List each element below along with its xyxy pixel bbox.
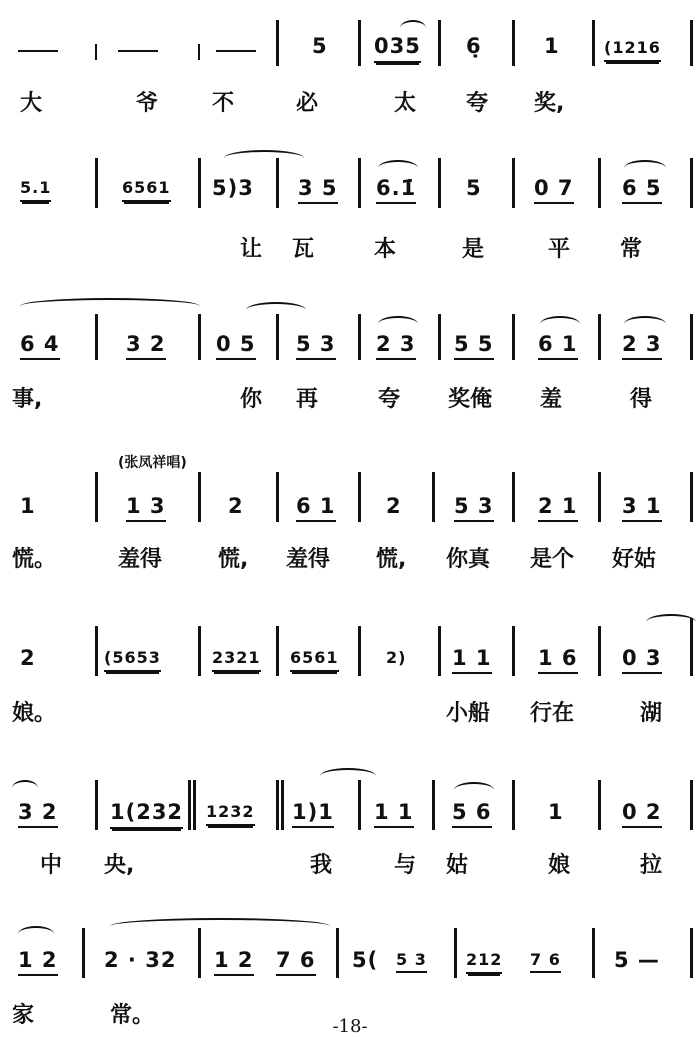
barline [198,626,201,676]
barline [95,780,98,830]
dash-note [118,50,158,52]
note: 6.1̇ [376,176,416,204]
note: 5( [352,948,379,972]
barline [276,472,279,522]
slur [646,614,696,630]
slur [20,298,200,314]
barline [432,780,435,830]
lyric: 羞得 [286,547,331,572]
lyric: 慌, [218,547,249,572]
lyric: 羞 [540,387,563,412]
barline [95,314,98,360]
lyric: 好姑 [612,547,657,572]
barline [281,780,284,830]
lyric: 家 [12,1003,35,1028]
lyric: 湖 [640,701,663,726]
note: 5 5 [454,332,494,360]
lyric: 太 [394,91,417,116]
note: 6̣ [466,34,482,58]
slur [378,316,418,332]
barline [82,928,85,978]
note: 1 [20,494,36,518]
barline [438,314,441,360]
barline [690,780,693,830]
barline [95,158,98,208]
note: 6561 [122,178,171,202]
barline [358,626,361,676]
note: 2 [20,646,36,670]
barline [276,626,279,676]
barline [454,928,457,978]
barline [512,472,515,522]
dash-note [216,50,256,52]
note: 1(232 [110,800,183,829]
note: 7 6 [530,950,561,973]
lyric: 与 [394,853,417,878]
note: 2 · 32 [104,948,177,972]
note: 5 3 [396,950,427,973]
barline [690,158,693,208]
system-1 [0,20,700,130]
note: 0 7 [534,176,574,204]
barline [198,158,201,208]
note: 6 4 [20,332,60,360]
barline [592,928,595,978]
lyric: 你 [240,387,263,412]
lyric: 娘。 [12,701,57,726]
barline [358,20,361,66]
note: 3 2 [18,800,58,828]
system-6 [0,764,700,878]
barline [358,780,361,830]
lyric: 不 [212,91,235,116]
singer-annotation: (张凤祥唱) [118,455,187,471]
lyric: 羞得 [118,547,163,572]
barline [512,158,515,208]
barline [598,314,601,360]
lyric: 让 [240,237,263,262]
note: 6 5 [622,176,662,204]
lyric: 是个 [530,547,575,572]
barline [512,20,515,66]
barline [276,780,279,830]
note: 5.1 [20,178,51,202]
system-4 [0,452,700,572]
barline [198,928,201,978]
lyric: 小船 [446,701,491,726]
note: 2 3 [376,332,416,360]
lyric: 平 [548,237,571,262]
note: 5 — [614,948,660,972]
note: 0 2 [622,800,662,828]
note: 5 3 [296,332,336,360]
barline [690,472,693,522]
lyric: 娘 [548,853,571,878]
note: 035 [374,34,421,63]
note: 5 3 [454,494,494,522]
note: 3 1 [622,494,662,522]
lyric: 本 [374,237,397,262]
barline [276,314,279,360]
lyric: 中 [40,853,63,878]
lyric: 姑 [446,853,469,878]
barline [193,780,196,830]
barline [438,626,441,676]
note: 3 2 [126,332,166,360]
note: 1)1 [292,800,334,828]
barline [358,472,361,522]
system-5 [0,604,700,726]
note: 2 [228,494,244,518]
note: 5 [466,176,482,200]
barline [598,780,601,830]
note: 2 3 [622,332,662,360]
slur [12,780,38,796]
lyric: 再 [296,387,319,412]
lyric: 行在 [530,701,575,726]
barline [358,158,361,208]
dash-note [18,50,58,52]
lyric: 慌。 [12,547,57,572]
barline [690,618,693,676]
slur [110,918,330,934]
slur [18,926,54,942]
note: 1 [548,800,564,824]
lyric: 得 [630,387,653,412]
lyric: 慌, [376,547,407,572]
note: 1 6 [538,646,578,674]
note: 2321 [212,648,261,672]
lyric: 爷 [136,91,159,116]
slur [224,150,304,166]
page-number: -18- [332,1016,368,1037]
system-3 [0,298,700,412]
slur [454,782,494,798]
note: 5 6 [452,800,492,828]
barline [512,626,515,676]
barline [276,158,279,208]
barline [276,20,279,66]
lyric: 常 [620,237,643,262]
lyric: 瓦 [292,237,315,262]
lyric: 你真 [446,547,491,572]
slur [378,160,418,176]
note: 1 3 [126,494,166,522]
barline [358,314,361,360]
barline [438,158,441,208]
note: (1216 [604,38,661,62]
note: 1 [544,34,560,58]
slur [540,316,580,332]
note: 6 1 [296,494,336,522]
note: 7 6 [276,948,316,976]
lyric: 奖俺 [448,387,493,412]
note: 0 3 [622,646,662,674]
barline [432,472,435,522]
lyric: 常。 [110,1003,155,1028]
lyric: 奖, [534,91,565,116]
lyric: 央, [104,853,135,878]
barline [598,626,601,676]
beat-tick [198,44,200,60]
barline [95,472,98,522]
note: 0 5 [216,332,256,360]
beat-tick [95,44,97,60]
barline [598,158,601,208]
barline [512,780,515,830]
note: 6 1 [538,332,578,360]
note: 2 1 [538,494,578,522]
note: 2) [386,648,407,667]
system-2 [0,150,700,260]
barline [336,928,339,978]
note: 1 1 [452,646,492,674]
lyric: 我 [310,853,333,878]
barline [188,780,191,830]
lyric: 夸 [466,91,489,116]
lyric: 必 [296,91,319,116]
lyric: 大 [20,91,43,116]
slur [624,316,666,332]
note: 1232 [206,802,255,826]
barline [592,20,595,66]
lyric: 拉 [640,853,663,878]
note: 1 1 [374,800,414,828]
lyric: 事, [12,387,43,412]
note: 5 [312,34,328,58]
note: 6561 [290,648,339,672]
note: 1 2 [18,948,58,976]
barline [198,472,201,522]
barline [690,928,693,978]
slur [320,768,376,784]
note: (5653 [104,648,161,672]
slur [624,160,666,176]
barline [198,314,201,360]
note: 2 [386,494,402,518]
note: 212 [466,950,502,974]
barline [512,314,515,360]
note: 5)3 [212,176,254,200]
lyric: 夸 [378,387,401,412]
lyric: 是 [462,237,485,262]
barline [690,314,693,360]
barline [438,20,441,66]
note: 1 2 [214,948,254,976]
barline [598,472,601,522]
note: 3 5 [298,176,338,204]
barline [95,626,98,676]
barline [690,20,693,66]
